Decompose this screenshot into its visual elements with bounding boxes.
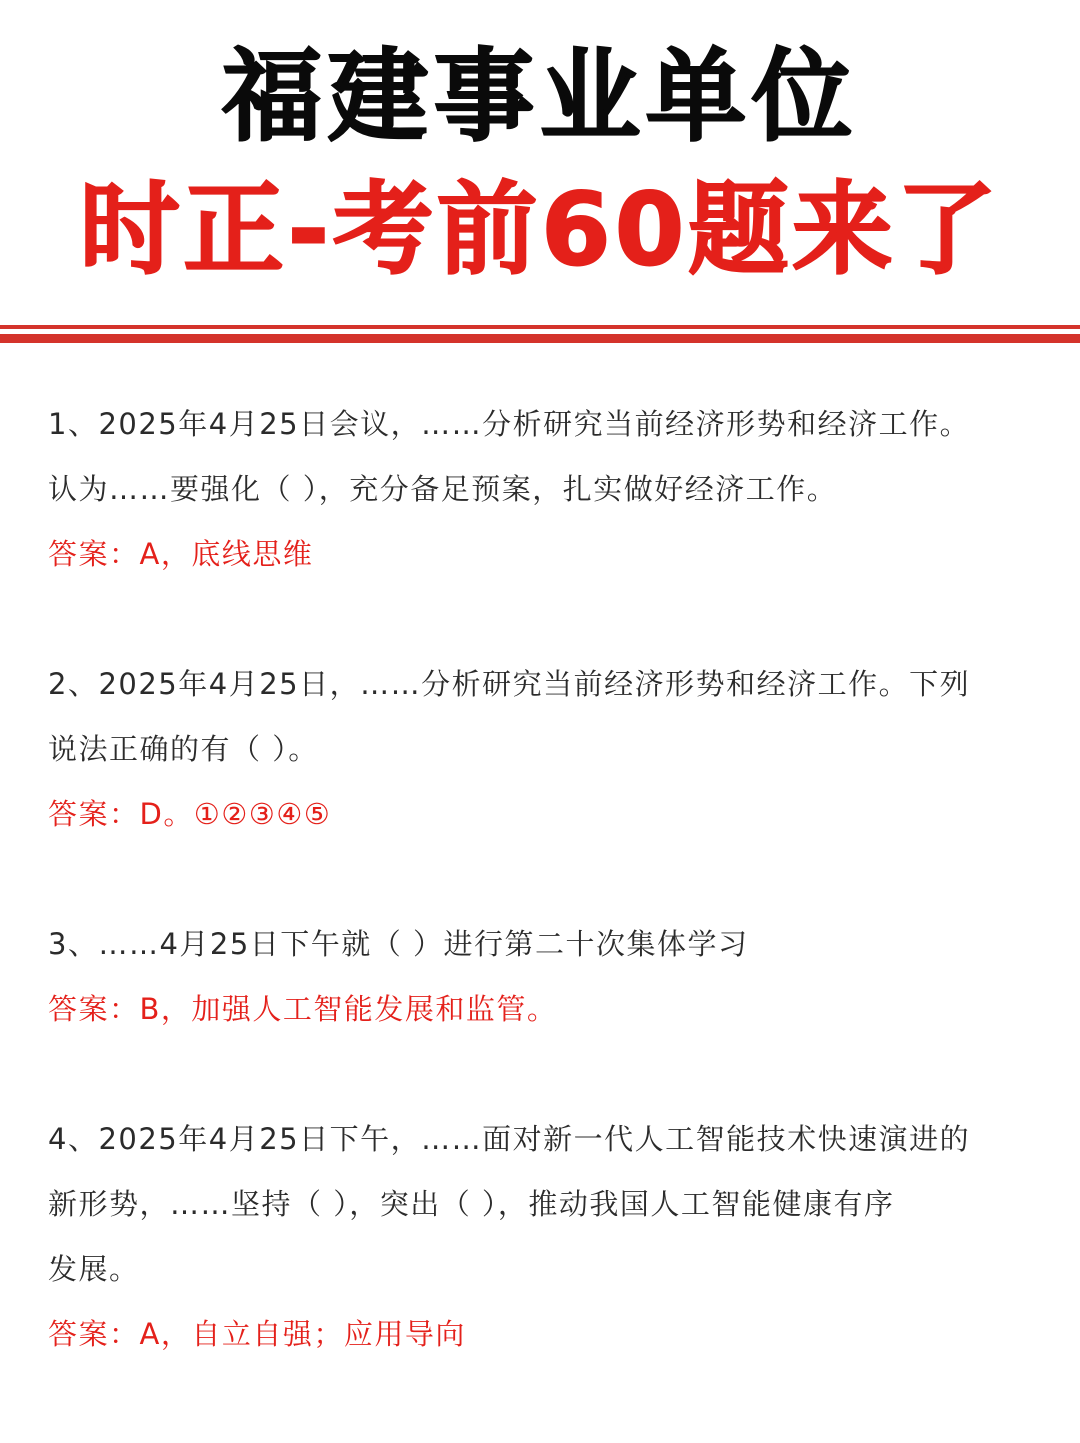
question-2-line-2: 说法正确的有（ ）。 bbox=[48, 732, 319, 766]
question-4-line-1: 4、2025年4月25日下午，……面对新一代人工智能技术快速演进的 bbox=[48, 1122, 971, 1156]
question-3-line-1: 3、……4月25日下午就（ ）进行第二十次集体学习 bbox=[48, 927, 749, 961]
question-3-answer: 答案：B，加强人工智能发展和监管。 bbox=[48, 992, 558, 1026]
question-1-line-1: 1、2025年4月25日会议，……分析研究当前经济形势和经济工作。 bbox=[48, 407, 971, 441]
header-divider-thick bbox=[0, 334, 1080, 343]
question-4-answer: 答案：A，自立自强；应用导向 bbox=[48, 1317, 466, 1351]
question-1-answer: 答案：A，底线思维 bbox=[48, 537, 314, 571]
question-4-line-3: 发展。 bbox=[48, 1252, 140, 1286]
question-1-line-2: 认为……要强化（ ），充分备足预案，扎实做好经济工作。 bbox=[48, 472, 838, 506]
page-title: 福建事业单位 bbox=[222, 38, 858, 155]
page-subtitle: 时正-考前60题来了 bbox=[79, 171, 1001, 288]
question-2-line-1: 2、2025年4月25日，……分析研究当前经济形势和经济工作。下列 bbox=[48, 667, 971, 701]
question-2-answer: 答案：D。①②③④⑤ bbox=[48, 797, 332, 831]
header bbox=[0, 0, 1080, 330]
header-divider-thin bbox=[0, 325, 1080, 329]
question-4-line-2: 新形势，……坚持（ ），突出（ ），推动我国人工智能健康有序 bbox=[48, 1187, 895, 1221]
